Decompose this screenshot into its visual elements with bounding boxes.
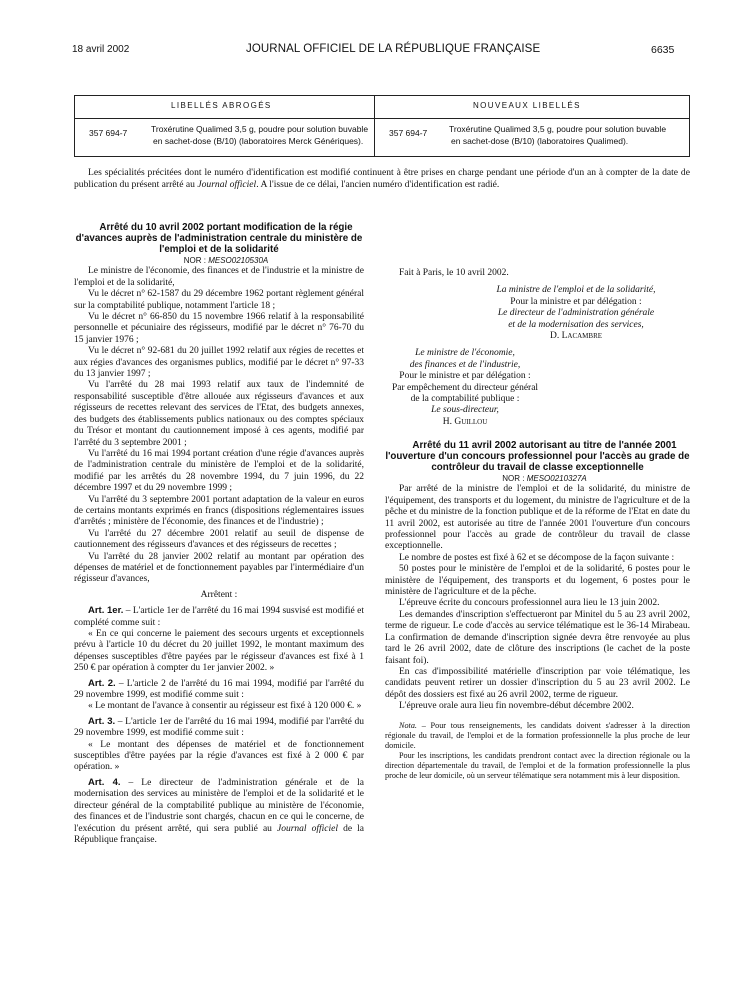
arrete-1-vu: Vu l'arrêté du 28 mai 1993 relatif aux taux de l'indemnité de responsabilité susceptible d'être allouée aux régisseurs d'avances et aux régisseurs de recettes relevant des services de l'Etat, des budgets annexes, des budgets des établissements publics nationaux ou des comptes spéciaux du Trésor et montant du cautionnement imposé à ces agents, modifié par l'arrêté du 3 septembre 2001 ; xyxy=(74,380,364,448)
arrete-2-title: Arrêté du 11 avril 2002 autorisant au titre de l'année 2001 l'ouverture d'un concours professionnel pour l'accès au grade de contrôleur du travail de classe exceptionnelle xyxy=(385,440,690,473)
nor-code: MESO0210327A xyxy=(526,474,587,483)
signature-2 xyxy=(385,348,545,428)
arretent: Arrêtent : xyxy=(200,589,238,600)
nota-label: Nota. xyxy=(399,720,417,730)
nor-label: NOR : xyxy=(502,474,527,483)
article-2-label: Art. 2. xyxy=(88,677,116,689)
article-3-quote: « Le montant des dépenses de matériel et de fonctionnement susceptibles d'être payées par la régie d'avances est fixé à 2 000 € par opération. » xyxy=(74,739,364,773)
sig1-name: D. Lacambre xyxy=(549,331,603,342)
table-cell-old-code: 357 694-7 xyxy=(89,128,128,138)
header-date: 18 avril 2002 xyxy=(72,44,130,55)
libelles-table xyxy=(74,95,690,157)
sig1-dir: Le directeur de l'administration générale xyxy=(497,308,655,319)
post-table-text-end: . A l'issue de ce délai, l'ancien numéro d'identification est radié. xyxy=(256,178,500,190)
arrete-2-paragraph: 50 postes pour le ministère de l'emploi et de la solidarité, 6 postes pour le ministère de l'équipement, des transports et du logement, 6 postes pour le ministère de l'agriculture et de la pêche. xyxy=(385,564,690,598)
arrete-2-paragraph: Les demandes d'inscription s'effectueront par Minitel du 5 au 23 avril 2002, terme de rigueur. Le code d'accès au service télématique est le 36-14 Mirabeau. La confirmation de demande d'inscription signée devra être renvoyée au plus tard le 26 avril 2002, date de clôture des inscriptions (le cachet de la poste faisant foi). xyxy=(385,609,690,666)
fait-a-paris: Fait à Paris, le 10 avril 2002. xyxy=(399,268,509,278)
arrete-2-paragraph: L'épreuve orale aura lieu fin novembre-début décembre 2002. xyxy=(399,701,634,712)
arrete-2-block xyxy=(385,440,690,781)
journal-title: JOURNAL OFFICIEL DE LA RÉPUBLIQUE FRANÇAISE xyxy=(246,43,541,55)
article-3-label: Art. 3. xyxy=(88,715,116,727)
arrete-1-title: Arrêté du 10 avril 2002 portant modification de la régie d'avances auprès de l'administration centrale du ministère de l'emploi et de la solidarité xyxy=(75,222,363,255)
table-cell-old-label-line: en sachet-dose (B/10) (laboratoires Merck Génériques). xyxy=(153,136,364,146)
arrete-1-intro: Le ministre de l'économie, des finances et de l'industrie et la ministre de l'emploi et de la solidarité, xyxy=(74,266,364,288)
post-table-text: Les spécialités précitées dont le numéro d'identification est modifié continuent à être prises en charge pendant une période d'un an à compter de la date de publication du présent arrêté au xyxy=(74,167,690,190)
article-4-journal: Journal officiel xyxy=(277,823,339,834)
signature-1 xyxy=(385,285,671,342)
sig2-par: Pour le ministre et par délégation : xyxy=(399,371,531,382)
table-header-abroges: LIBELLÉS ABROGÉS xyxy=(171,101,272,110)
table-header-nouveaux: NOUVEAUX LIBELLÉS xyxy=(473,101,581,110)
article-4-end: de la République française. xyxy=(74,823,364,845)
sig2-emp: de la comptabilité publique : xyxy=(410,394,520,405)
nota-1 xyxy=(385,721,690,751)
article-1-quote: « En ce qui concerne le paiement des secours urgents et exceptionnels prévu à l'article 10 du décret du 20 juillet 1992, le montant maximum des dépenses susceptibles d'être payées par le régisseur d'avances est fixé à 1 250 € par opération à compter du 1er janvier 2002. » xyxy=(74,629,364,674)
table-cell-old-label-line: Troxérutine Qualimed 3,5 g, poudre pour solution buvable xyxy=(151,124,369,134)
article-2-quote: « Le montant de l'avance à consentir au régisseur est fixé à 120 000 €. » xyxy=(88,701,362,712)
article-4 xyxy=(74,777,364,846)
arrete-1-vu: Vu le décret n° 66-850 du 15 novembre 1966 relatif à la responsabilité personnelle et pécuniaire des régisseurs, modifié par le décret n° 76-70 du 15 janvier 1976 ; xyxy=(74,312,364,345)
table-cell-old-label xyxy=(151,123,371,147)
arrete-2-nor xyxy=(385,473,690,484)
article-3-text: – L'article 1er de l'arrêté du 16 mai 1994, modifié par l'arrêté du 29 novembre 1999, est modifié comme suit : xyxy=(74,716,364,739)
arrete-1-vu: Vu l'arrêté du 16 mai 1994 portant création d'une régie d'avances auprès de l'administration centrale du ministère de l'emploi et de la solidarité, modifié par les arrêtés du 28 novembre 1994, du 7 juin 1996, du 22 décembre 1997 et du 29 novembre 1999 ; xyxy=(74,448,364,494)
left-column xyxy=(74,222,364,846)
table-header-divider xyxy=(75,118,689,119)
arrete-1-vu: Vu l'arrêté du 27 décembre 2001 relatif au seuil de dispense de cautionnement des régisseurs d'avances et des régisseurs de recettes ; xyxy=(74,528,364,551)
sig2-name: H. Guillou xyxy=(442,416,488,427)
table-cell-new-label-line: Troxérutine Qualimed 3,5 g, poudre pour solution buvable xyxy=(449,124,667,134)
article-3 xyxy=(74,716,364,740)
table-cell-new-label-line: en sachet-dose (B/10) (laboratoires Qualimed). xyxy=(451,136,629,146)
arrete-2-paragraph: Par arrêté de la ministre de l'emploi et de la solidarité, du ministre de l'équipement, des transports et du logement, du ministre de l'agriculture et de la pêche et du ministre de la fonction publique et de la réforme de l'Etat en date du 11 avril 2002, est autorisée au titre de l'année 2001 l'ouverture d'un concours professionnel pour l'accès au grade de contrôleur du travail de classe exceptionnelle. xyxy=(385,484,690,552)
nota-2: Pour les inscriptions, les candidats prendront contact avec la direction régionale ou la direction départementale du travail, de l'emploi et de la formation professionnelle la plus proche de leur domicile, où un serveur télématique sera notamment mis à leur disposition. xyxy=(385,750,690,780)
page-number: 6635 xyxy=(651,44,675,56)
arrete-2-paragraph: Le nombre de postes est fixé à 62 et se décompose de la façon suivante : xyxy=(399,552,675,563)
sig2-sub: Le sous-directeur, xyxy=(431,405,499,416)
arrete-1-vu: Vu le décret n° 92-681 du 20 juillet 1992 relatif aux régies de recettes et aux régies d'avances des organismes publics, modifié par le décret n° 97-33 du 13 janvier 1997 ; xyxy=(74,346,364,380)
article-4-text: – Le directeur de l'administration générale et de la modernisation des services au ministère de l'emploi et de la solidarité et le directeur général de la comptabilité publique au ministère de l'économie, des finances et de l'industrie sont chargés, chacun en ce qui le concerne, de l'exécution du présent arrêté, qui sera publié au xyxy=(74,777,364,834)
journal-officiel-ref: Journal officiel xyxy=(197,178,257,190)
article-1-text: – L'article 1er de l'arrêté du 16 mai 1994 susvisé est modifié et complété comme suit : xyxy=(74,606,364,628)
article-1 xyxy=(74,605,364,629)
nota-text: – Pour tous renseignements, les candidats doivent s'adresser à la direction régionale du travail, de l'emploi et de la formation professionnelle la plus proche de leur domicile. xyxy=(385,720,690,750)
article-4-label: Art. 4. xyxy=(88,776,121,788)
signatures-block xyxy=(385,268,690,428)
sig1-role: La ministre de l'emploi et de la solidarité, xyxy=(496,285,656,296)
sig1-par: Pour la ministre et par délégation : xyxy=(510,296,642,307)
sig2-role: Le ministre de l'économie, xyxy=(415,348,515,359)
arrete-1-vu: Vu le décret n° 62-1587 du 29 décembre 1962 portant règlement général sur la comptabilité publique, notamment l'article 18 ; xyxy=(74,289,364,311)
arrete-2-paragraph: L'épreuve écrite du concours professionnel aura lieu le 13 juin 2002. xyxy=(399,598,660,609)
sig2-emp: Par empêchement du directeur général xyxy=(391,382,539,393)
sig2-role: des finances et de l'industrie, xyxy=(409,359,521,370)
sig1-dir: et de la modernisation des services, xyxy=(508,319,644,330)
arrete-1-vu: Vu l'arrêté du 3 septembre 2001 portant adaptation de la valeur en euros de certains montants exprimés en francs (dispositions réglementaires issues d'arrêtés ; ministère de l'économie, des finances et de l'industrie) ; xyxy=(74,494,364,528)
arrete-1-vu: Vu l'arrêté du 28 janvier 2002 relatif au montant par opération des dépenses de matériel et de fonctionnement payables par l'intermédiaire d'un régisseur d'avances, xyxy=(74,551,364,585)
nor-code: MESO0210530A xyxy=(208,256,269,265)
table-cell-new-label xyxy=(449,123,687,147)
article-1-label: Art. 1er. xyxy=(88,605,124,617)
nor-label: NOR : xyxy=(183,256,209,265)
article-2 xyxy=(74,678,364,702)
article-2-text: – L'article 2 de l'arrêté du 16 mai 1994, modifié par l'arrêté du 29 novembre 1999, est modifié comme suit : xyxy=(74,678,364,701)
table-cell-new-code: 357 694-7 xyxy=(389,128,428,138)
table-column-divider xyxy=(374,96,375,156)
post-table-paragraph xyxy=(74,167,690,190)
arrete-2-paragraph: En cas d'impossibilité matérielle d'inscription par voie télématique, les candidats peuvent retirer un dossier d'inscription du 5 au 23 avril 2002. Le dépôt des dossiers est fixé au 26 avril 2002, terme de rigueur. xyxy=(385,666,690,700)
arrete-1-nor xyxy=(74,255,364,266)
